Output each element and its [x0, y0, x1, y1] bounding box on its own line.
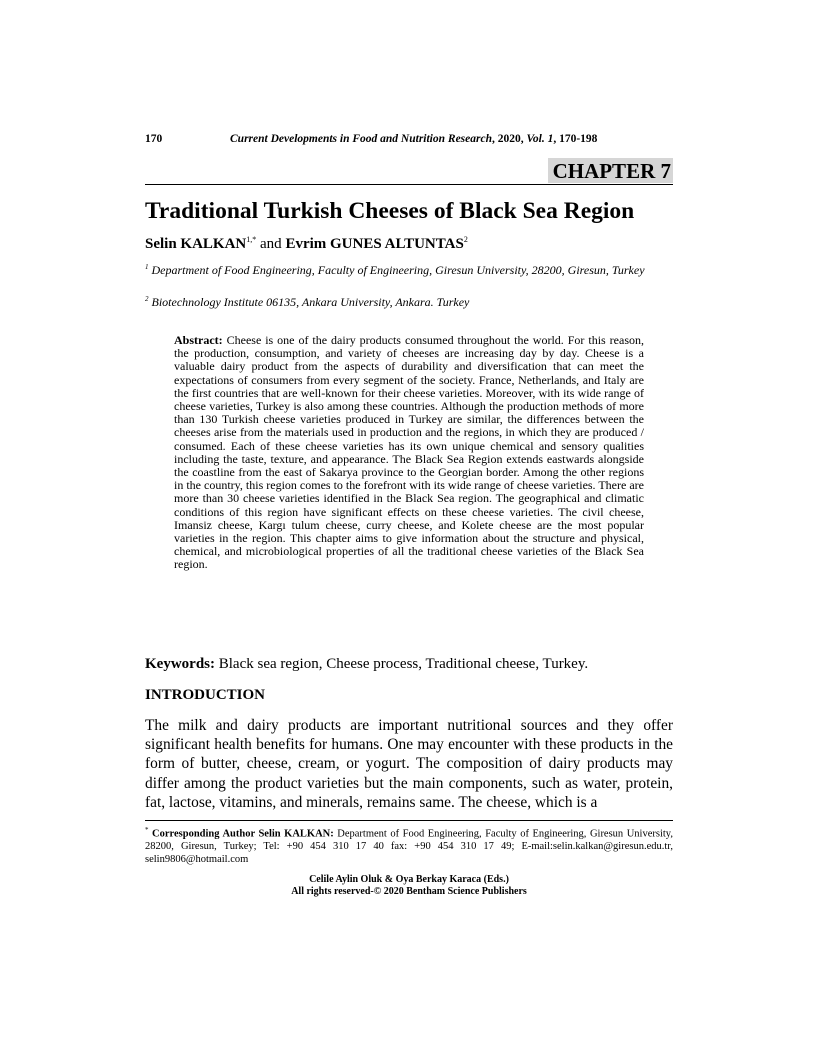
footer-rights: All rights reserved-© 2020 Bentham Science Publishers	[291, 886, 527, 897]
author-2: Evrim GUNES ALTUNTAS	[285, 236, 464, 252]
section-heading: INTRODUCTION	[145, 687, 266, 703]
keywords	[145, 656, 673, 673]
author-line	[145, 235, 468, 253]
intro-paragraph: The milk and dairy products are important nutritional sources and they offer significant health benefits for humans. One may encounter with these products in the form of butter, cheese, cream, or yogurt. The composition of dairy products may differ among the product varieties but the main components, such as water, protein, fat, lactose, vitamins, and minerals, remains same. The cheese, which is a	[145, 717, 673, 811]
abstract-text: Cheese is one of the dairy products consumed throughout the world. For this reason, the production, consumption, and variety of cheeses are increasing day by day. Cheese is a valuable dairy product from the aspects of durability and diversification that can meet the expectations of consumers from every segment of the society. France, Netherlands, and Italy are the first countries that are well-known for their cheese varieties. Moreover, with its wide range of cheese varieties, Turkey is also among these countries. Although the production methods of more than 130 Turkish cheese varieties produced in Turkey are similar, the differences between the cheeses arise from the materials used in production and the regions, in which they are produced / consumed. Each of these cheese varieties has its own unique chemical and sensory qualities including the taste, texture, and appearance. The Black Sea Region extends eastwards alongside the coastline from the east of Sakarya province to the Georgian border. Among the other regions in the country, this region comes to the forefront with its wide range of cheese varieties. There are more than 30 cheese varieties identified in the Black Sea region. The geographical and climatic conditions of this region have significant effects on these cheese varieties. The civil cheese, Imansiz cheese, Kargı tulum cheese, curry cheese, and Kolete cheese are the most popular varieties in the region. This chapter aims to give information about the structure and physical, chemical, and microbiological properties of all the traditional cheese varieties of the Black Sea region.	[174, 333, 644, 572]
affiliation-1-marker: 1	[145, 263, 149, 271]
page-number: 170	[145, 133, 163, 145]
footnote-label: Corresponding Author Selin KALKAN:	[148, 828, 334, 840]
journal-citation	[230, 133, 597, 145]
affiliation-2-text: Biotechnology Institute 06135, Ankara University, Ankara. Turkey	[148, 295, 470, 309]
journal-year: , 2020,	[491, 133, 527, 145]
affiliation-2	[145, 292, 673, 310]
chapter-label: CHAPTER 7	[548, 158, 673, 183]
author-and: and	[256, 236, 286, 252]
author-1-affil: 1,*	[246, 235, 257, 244]
journal-name: Current Developments in Food and Nutrition Research	[230, 133, 492, 145]
abstract	[174, 334, 644, 572]
page-footer	[145, 874, 673, 898]
affiliation-1	[145, 260, 673, 278]
footnote	[145, 824, 673, 866]
author-2-affil: 2	[463, 235, 468, 244]
footnote-text: Department of Food Engineering, Faculty of Engineering, Giresun University, 28200, Giresun, Turkey; Tel: +90 454 310 17 40 fax: +90 454 310 17 49; E-mail:selin.kalkan@giresun.edu.tr, selin9806@hotmail.com	[145, 828, 673, 865]
footnote-marker: *	[145, 826, 149, 834]
footnote-divider	[145, 820, 673, 821]
keywords-text: Black sea region, Cheese process, Traditional cheese, Turkey.	[215, 656, 589, 672]
affiliation-1-text: Department of Food Engineering, Faculty of Engineering, Giresun University, 28200, Giresun, Turkey	[148, 263, 645, 277]
footer-editors: Celile Aylin Oluk & Oya Berkay Karaca (Eds.)	[309, 874, 509, 885]
journal-pages: , 170-198	[553, 133, 598, 145]
chapter-bar	[145, 158, 673, 185]
author-1: Selin KALKAN	[145, 236, 247, 252]
chapter-title: Traditional Turkish Cheeses of Black Sea Region	[145, 198, 635, 224]
abstract-label: Abstract:	[174, 333, 223, 347]
keywords-label: Keywords:	[145, 656, 215, 672]
affiliation-2-marker: 2	[145, 295, 149, 303]
journal-volume: Vol. 1	[526, 133, 554, 145]
